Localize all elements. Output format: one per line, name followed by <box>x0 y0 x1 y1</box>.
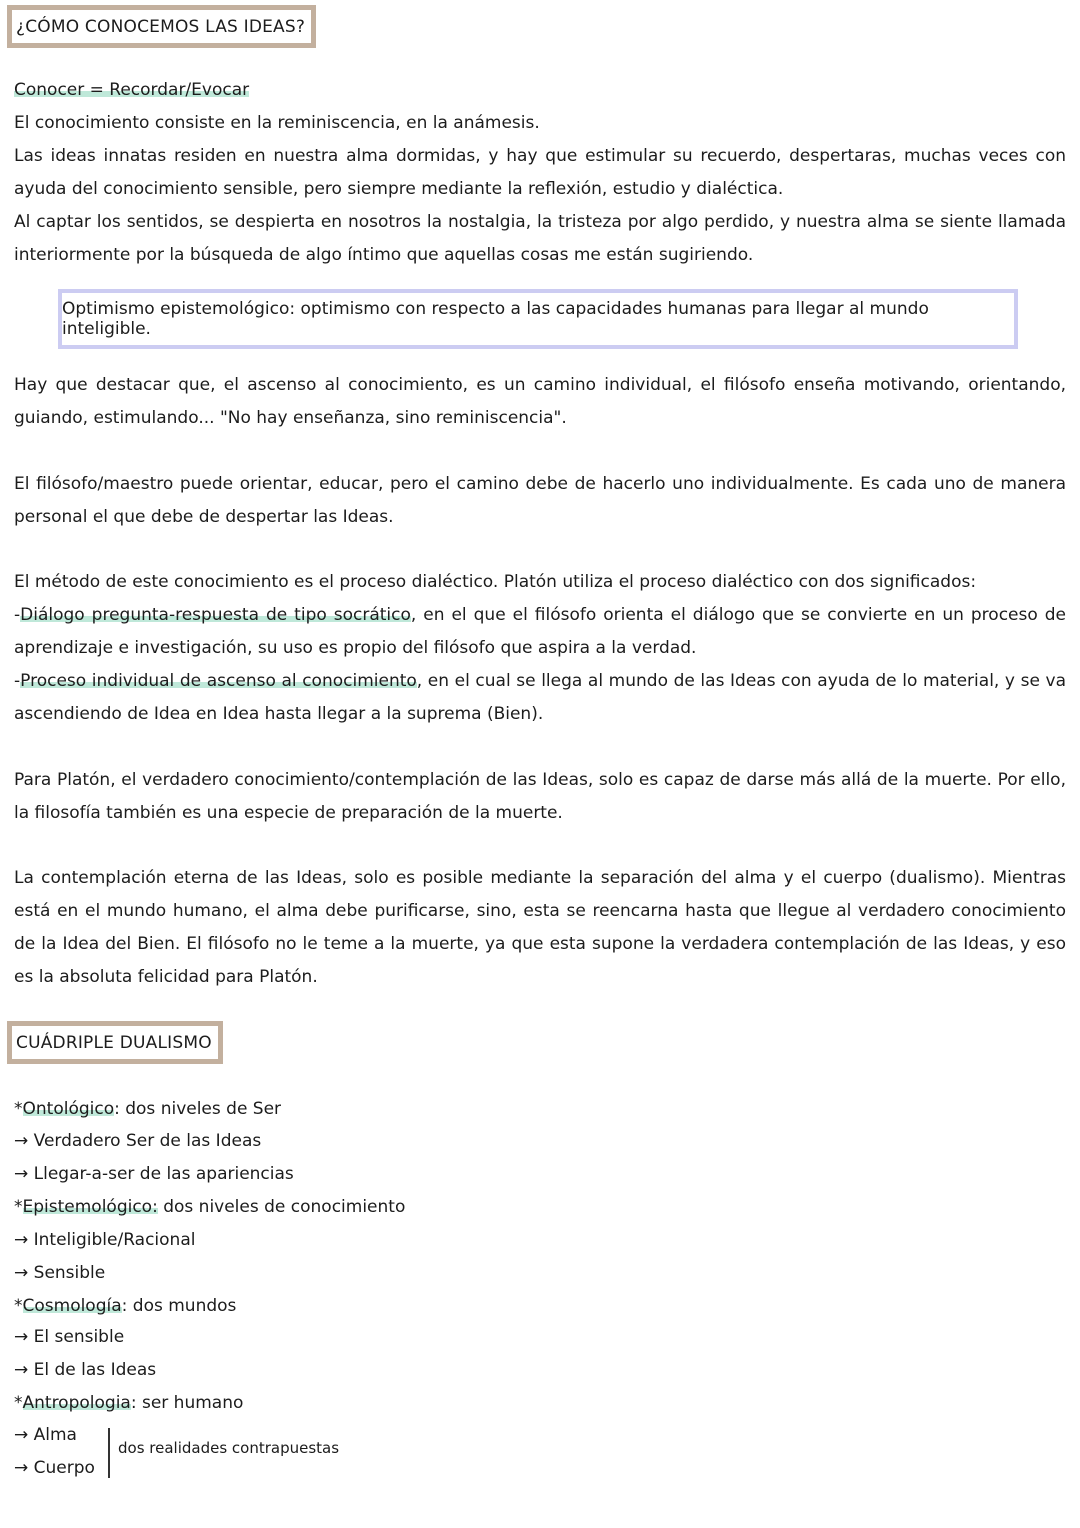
list-subitem: → Inteligible/Racional <box>14 1230 196 1250</box>
list-subitem: → Llegar-a-ser de las apariencias <box>14 1164 294 1184</box>
list-item-cosmologia <box>14 1290 236 1323</box>
paragraph-5: El filósofo/maestro puede orientar, educar, pero el camino debe de hacerlo uno individualmente. Es cada uno de manera personal el que debe de despertar las Ideas. <box>14 474 1066 527</box>
callout-box <box>58 289 1018 349</box>
p8-prefix: - <box>14 671 21 691</box>
p8-highlight: Proceso individual de ascenso al conocimiento <box>20 671 417 691</box>
section-title-ideas: ¿CÓMO CONOCEMOS LAS IDEAS? <box>7 5 316 48</box>
list-subitem: → Alma <box>14 1425 77 1445</box>
callout-text: Optimismo epistemológico: optimismo con respecto a las capacidades humanas para llegar al mundo inteligible. <box>62 299 929 339</box>
list-subitem: → El de las Ideas <box>14 1360 157 1380</box>
section-title-dualismo: CUÁDRIPLE DUALISMO <box>7 1021 223 1064</box>
p7-rest: , en el que el filósofo orienta el diálogo que se convierte en un proceso de aprendizaje e investigación, su uso es propio del filósofo que aspira a la verdad. <box>14 605 1066 658</box>
subtitle-highlight: Conocer = Recordar/Evocar <box>14 80 250 100</box>
paragraph-9: Para Platón, el verdadero conocimiento/contemplación de las Ideas, solo es capaz de darse más allá de la muerte. Por ello, la filosofía también es una especie de preparación de la muerte. <box>14 770 1066 823</box>
p7-prefix: - <box>14 605 21 625</box>
paragraph-2: Las ideas innatas residen en nuestra alma dormidas, y hay que estimular su recuerdo, despertaras, muchas veces con ayuda del conocimiento sensible, pero siempre mediante la reflexión, estudio y dialéctica. <box>14 146 1066 199</box>
ant-rest: : ser humano <box>130 1393 244 1413</box>
p7-highlight: Diálogo pregunta-respuesta de tipo socrático <box>20 605 411 625</box>
paragraph-3: Al captar los sentidos, se despierta en nosotros la nostalgia, la tristeza por algo perdido, y nuestra alma se siente llamada interiormente por la búsqueda de algo íntimo que aquellas cosas me están sugiriendo. <box>14 212 1066 265</box>
paragraph-1: El conocimiento consiste en la reminiscencia, en la anámesis. <box>14 113 540 133</box>
ont-rest: : dos niveles de Ser <box>114 1099 282 1119</box>
ant-highlight: Antropologia <box>22 1393 131 1413</box>
paragraph-4: Hay que destacar que, el ascenso al conocimiento, es un camino individual, el filósofo enseña motivando, orientando, guiando, estimulando... "No hay enseñanza, sino reminiscencia". <box>14 375 1066 428</box>
list-item-ontologico <box>14 1093 281 1126</box>
paragraph-7 <box>14 599 1066 665</box>
cos-rest: : dos mundos <box>121 1296 237 1316</box>
cos-highlight: Cosmología <box>22 1296 122 1316</box>
epi-highlight: Epistemológico: <box>22 1197 158 1217</box>
list-item-epistemologico <box>14 1191 405 1224</box>
epi-rest: dos niveles de conocimiento <box>157 1197 406 1217</box>
list-subitem: → El sensible <box>14 1327 125 1347</box>
p8-rest: , en el cual se llega al mundo de las Ideas con ayuda de lo material, y se va ascendiendo de Idea en Idea hasta llegar a la suprema (Bien). <box>14 671 1066 724</box>
list-subitem: → Cuerpo <box>14 1458 95 1478</box>
ont-star: * <box>14 1099 23 1119</box>
ant-star: * <box>14 1393 23 1413</box>
epi-star: * <box>14 1197 23 1217</box>
bracket-note: dos realidades contrapuestas <box>118 1439 340 1457</box>
paragraph-10: La contemplación eterna de las Ideas, solo es posible mediante la separación del alma y el cuerpo (dualismo). Mientras está en el mundo humano, el alma debe purificarse, sino, esta se reencarna hasta que llegue al verdadero conocimiento de la Idea del Bien. El filósofo no le teme a la muerte, ya que esta supone la verdadera contemplación de las Ideas, y eso es la absoluta felicidad para Platón. <box>14 868 1066 987</box>
list-item-antropologia <box>14 1387 243 1420</box>
list-subitem: → Sensible <box>14 1263 106 1283</box>
subtitle <box>14 74 249 107</box>
ont-highlight: Ontológico <box>22 1099 115 1119</box>
list-subitem: → Verdadero Ser de las Ideas <box>14 1131 262 1151</box>
paragraph-6: El método de este conocimiento es el proceso dialéctico. Platón utiliza el proceso dialéctico con dos significados: <box>14 572 977 592</box>
cos-star: * <box>14 1296 23 1316</box>
bracket-line <box>108 1428 110 1478</box>
paragraph-8 <box>14 665 1066 731</box>
